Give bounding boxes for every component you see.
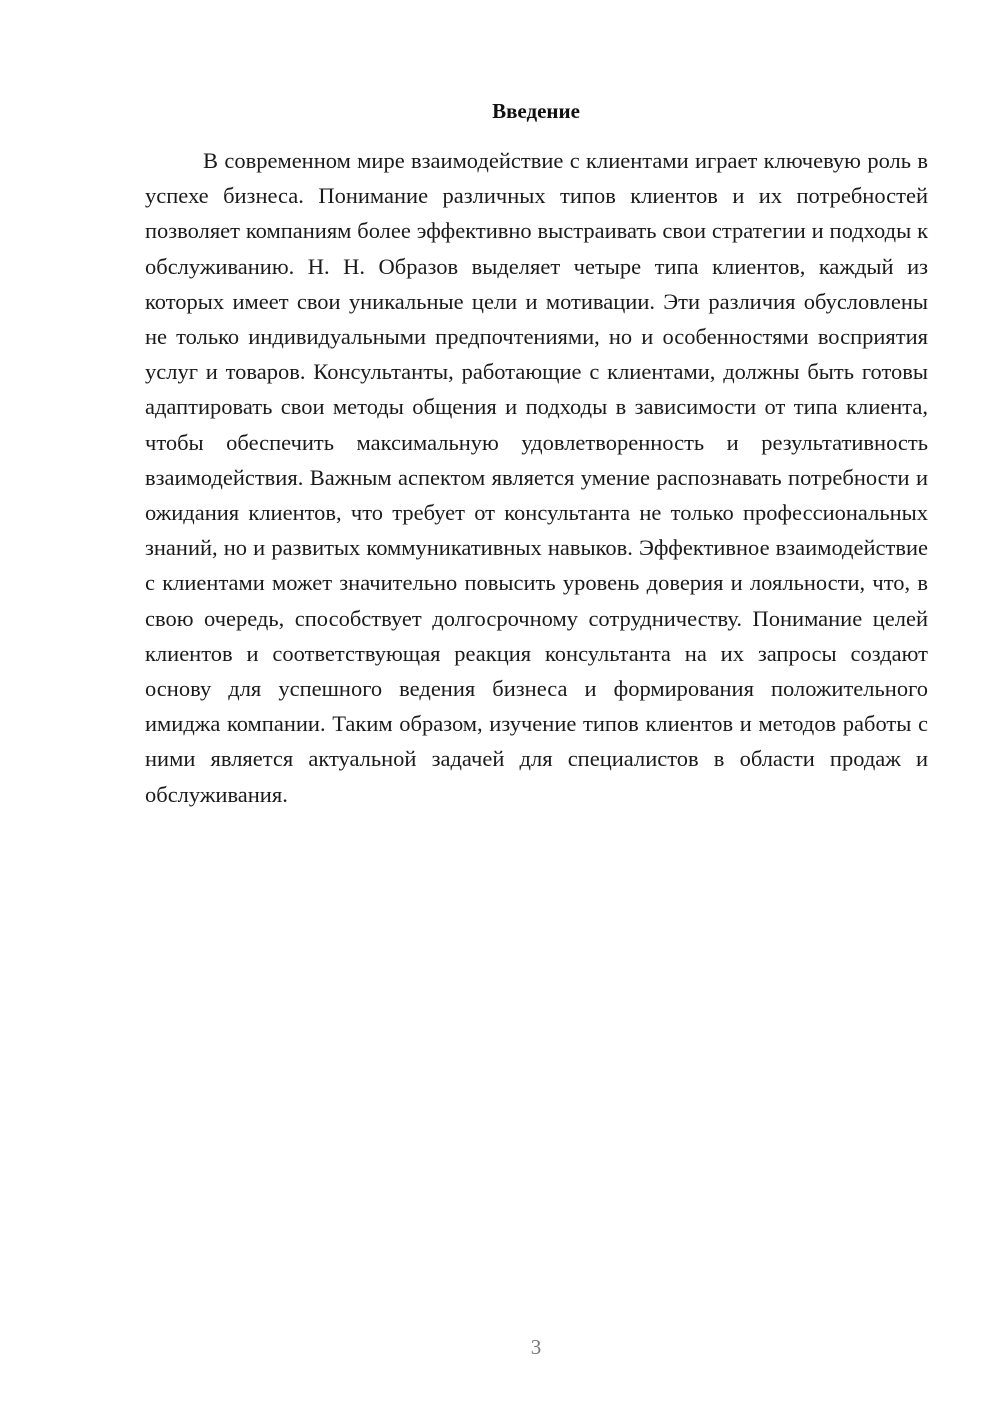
page-number: 3 — [530, 1335, 542, 1359]
body-paragraph: В современном мире взаимодействие с клиентами играет ключевую роль в успехе бизнеса. Понимание различных типов клиентов и их потребностей позволяет компаниям более эффективно выстраивать свои стратегии и подходы к обслуживанию. Н. Н. Образов выделяет четыре типа клиентов, каждый из которых имеет свои уникальные цели и мотивации. Эти различия обусловлены не только индивидуальными предпочтениями, но и особенностями восприятия услуг и товаров. Консультанты, работающие с клиентами, должны быть готовы адаптировать свои методы общения и подходы в зависимости от типа клиента, чтобы обеспечить максимальную удовлетворенность и результативность взаимодействия. Важным аспектом является умение распознавать потребности и ожидания клиентов, что требует от консультанта не только профессиональных знаний, но и развитых коммуникативных навыков. Эффективное взаимодействие с клиентами может значительно повысить уровень доверия и лояльности, что, в свою очередь, способствует долгосрочному сотрудничеству. Понимание целей клиентов и соответствующая реакция консультанта на их запросы создают основу для успешного ведения бизнеса и формирования положительного имиджа компании. Таким образом, изучение типов клиентов и методов работы с ними является актуальной задачей для специалистов в области продаж и обслуживания. — [145, 148, 928, 807]
section-heading: Введение — [492, 99, 580, 123]
